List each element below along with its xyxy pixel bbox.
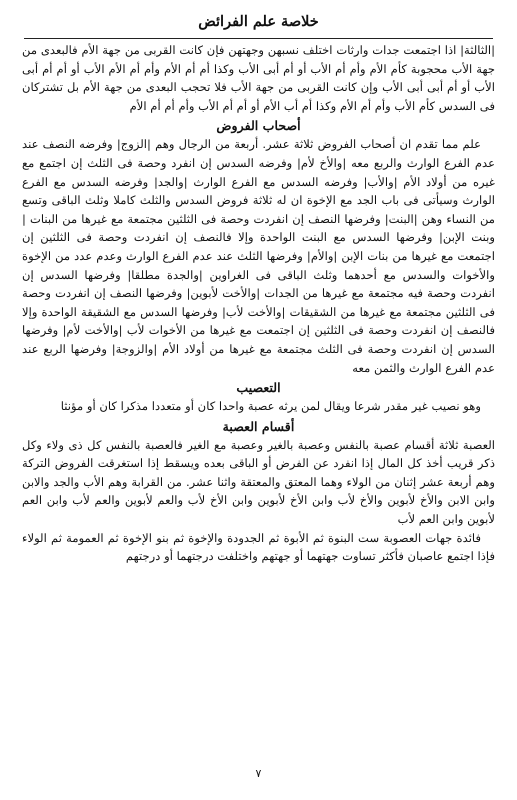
paragraph-faida: فائدة جهات العصوبة ست البنوة ثم الأبوة ثم الجدودة والإخوة ثم بنو الإخوة ثم العمومة ثم الولاء فإذا اجتمع عاصبان فأكثر تساوت جهتهما أو جهتهم واختلفت درجتهما أو درجتهم	[22, 530, 495, 564]
section-heading-ashab-alfurud: أصحاب الفروض	[216, 118, 301, 134]
paragraph-grandmothers: |الثالثة| اذا اجتمعت جدات وارثات اختلف نسبهن وجهتهن فإن كانت القربى من جهة الأم فالبعدى من جهة الأب محجوبة كأم الأم وأم أم الأب أو أم أبى الأب وكذا أم أم الأم وأم أم الأم الأب أو أم أم أبى الأب أو أم أبى أبى الأب وإن كانت القربى من جهة الأب فلا تحجب البعدى من جهة الأم بل تشتركان فى السدس كأم الأب وأم أم الأم وكذا أم أب الأم أو أم أم الأب وأم أم أم الأم	[22, 43, 495, 113]
title-rule	[24, 38, 493, 39]
paragraph-taseeb: وهو نصيب غير مقدر شرعا ويقال لمن يرثه عصبة واحدا كان أو متعددا مذكرا كان أو مؤنثا	[60, 399, 481, 414]
section-heading-taseeb: التعصيب	[236, 380, 281, 396]
page-number: ٧	[255, 767, 262, 780]
page-title: خلاصة علم الفرائض	[198, 13, 319, 30]
section-heading-aqsam-alasaba: أقسام العصبة	[222, 418, 295, 434]
paragraph-ashab-alfurud: علم مما تقدم ان أصحاب الفروض ثلاثة عشر. أربعة من الرجال وهم |الزوج| وفرضه النصف عند عدم الفرع الوارث والربع معه |والأخ لأم| وفرضه السدس إن انفرد وحصة فى الثلث إن اجتمع مع غيره من أولاد الأم |والأب| وفرضه السدس مع الفرع الوارث |والجد| وفرضه السدس مع الفرع الوارث وسيأتى فى باب الجد مع الإخوة ان له ثلاثة فروض السدس والثلث كاملا وثلث الباقى وتسع من النساء وهن |البنت| وفرضها النصف إن انفردت وحصة فى الثلثين مجتمعة مع غيرها من البنات |وبنت الإبن| وفرضها السدس مع البنت الواحدة وإلا فالنصف إن انفردت وحصة فى الثلثين إن اجتمعت مع غيرها من بنات الإبن |والأم| وفرضها الثلث عند عدم الفرع الوارث وعدم عدد من الإخوة والأخوات والسدس مع أحدهما وثلث الباقى فى الغراوين |والجدة مطلقا| وفرضها السدس إن انفردت وحصة فيه مجتمعة مع غيرها من الجدات |والأخت لأبوين| وفرضها النصف إن انفردت وحصة فى الثلثين مجتمعة مع غيرها من الشقيقات |والأخت لأب| وفرضها السدس مع الشقيقة الواحدة وإلا فالنصف إن انفردت وحصة فى الثلثين إن اجتمعت مع غيرها من الأخوات لأب |والأخت لأم| وفرضها السدس إن انفردت وحصة فى الثلث مجتمعة مع غيرها من أولاد الأم |والزوجة| وفرضها الربع عند عدم الفرع الوارث والثمن معه	[22, 137, 495, 375]
paragraph-aqsam-alasaba: العصبة ثلاثة أقسام عصبة بالنفس وعصبة بالغير وعصبة مع الغير فالعصبة بالنفس كل ذى ولاء وكل ذكر قريب أخذ كل المال إذا انفرد عن الفرض أو الباقى بعده ويسقط إذا استغرقت الفروض التركة وهم أربعة عشر إثنان من الولاء وهما المعتق والمعتقة واثنا عشر. من القرابة وهم الأب والجد والابن وابن الابن والأخ لأبوين والأخ لأب وابن الأخ لأبوين وابن الأخ لأب والعم لأبوين والعم لأب وابن العم لأبوين وابن العم لأب	[22, 437, 495, 527]
